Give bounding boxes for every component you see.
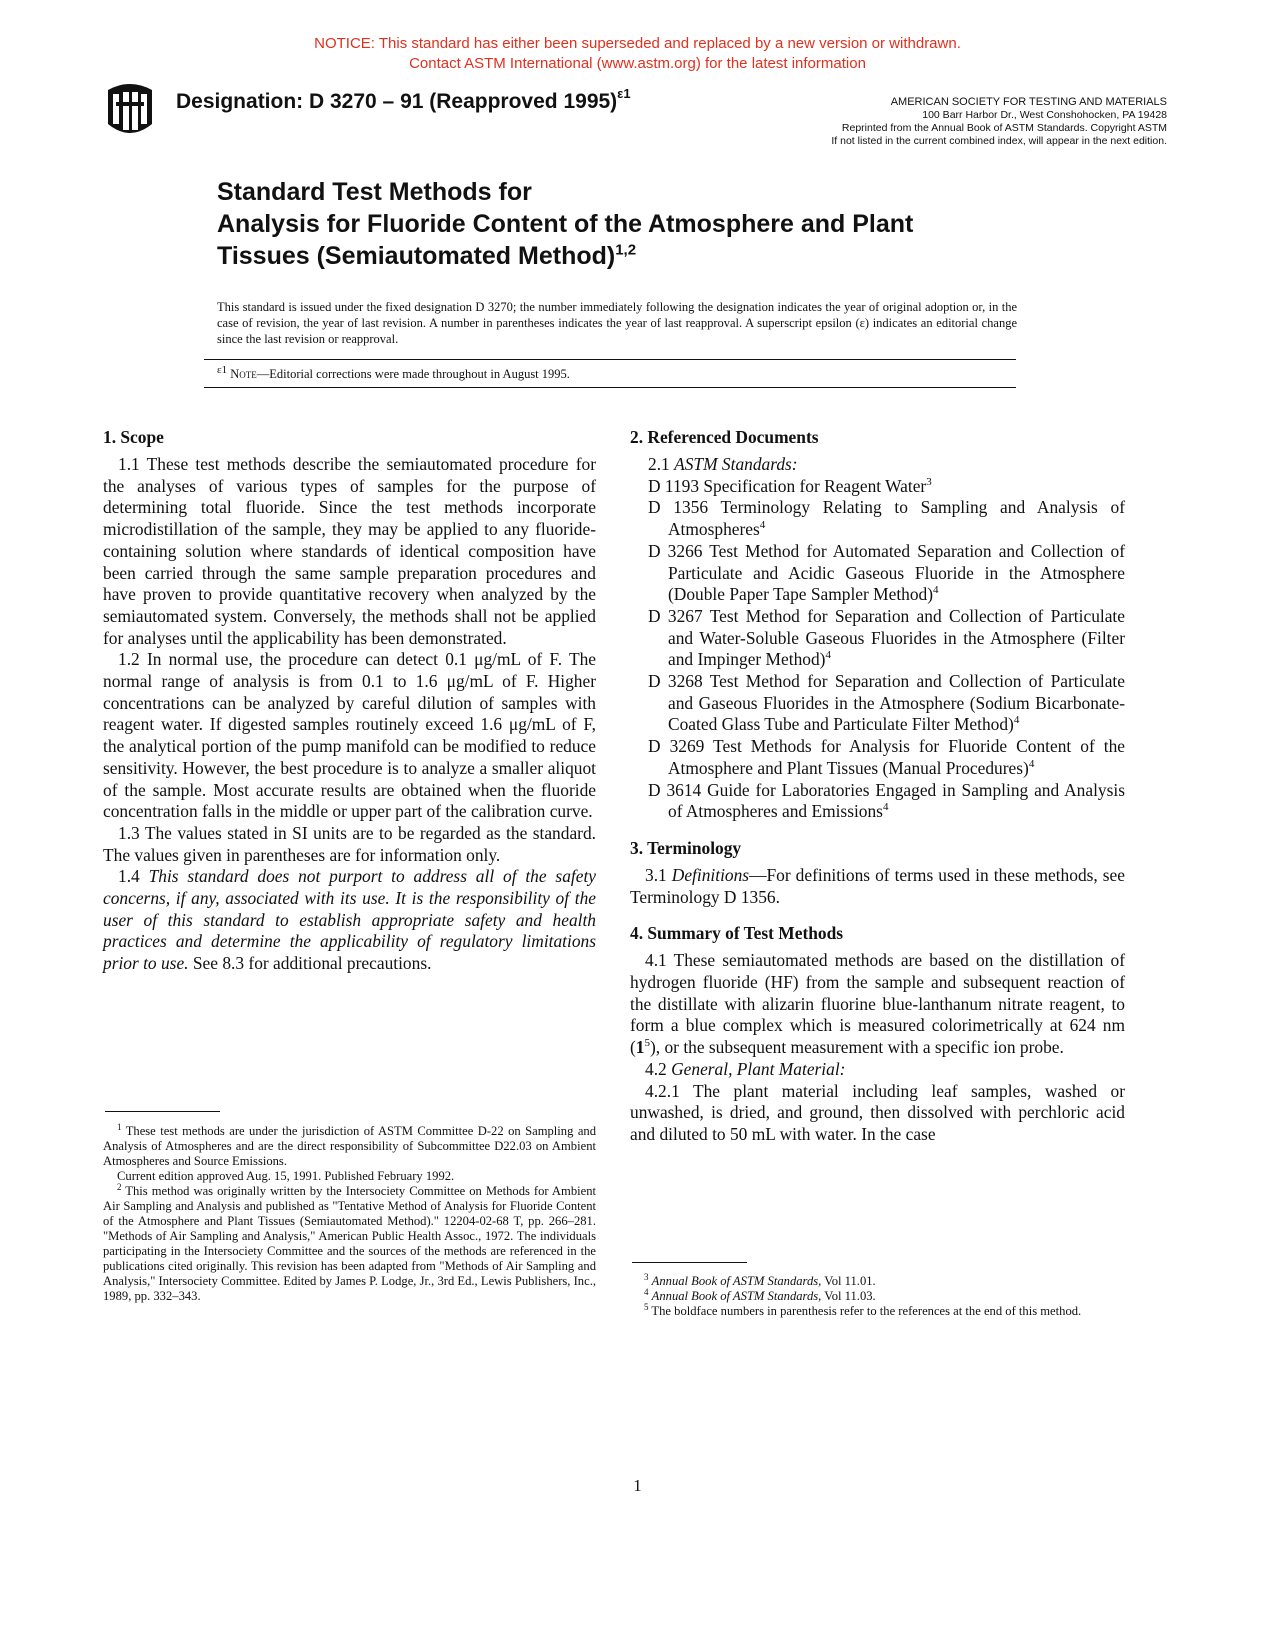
footnote-2-sup: 2 xyxy=(117,1181,122,1192)
summary-4-1-ref: 1 xyxy=(635,1037,645,1058)
reference-text: D 3269 Test Methods for Analysis for Fluoride Content of the Atmosphere and Plant Tissues (Manual Procedures) xyxy=(648,736,1125,778)
reference-sup: 4 xyxy=(1028,758,1035,771)
note-text: —Editorial corrections were made throughout in August 1995. xyxy=(256,367,570,381)
scope-1-3: 1.3 The values stated in SI units are to be regarded as the standard. The values given in parentheses are for information only. xyxy=(103,822,596,865)
footnote-3-text: Vol 11.01. xyxy=(821,1274,876,1288)
summary-4-1 xyxy=(630,950,1125,1059)
footnote-rule-left xyxy=(105,1111,220,1112)
title-line-1: Standard Test Methods for xyxy=(217,178,532,206)
footnote-4-text: Vol 11.03. xyxy=(821,1289,876,1303)
reference-text: D 1193 Specification for Reagent Water xyxy=(648,475,927,496)
designation xyxy=(176,86,631,114)
designation-sup: ε1 xyxy=(617,86,631,101)
footnote-1 xyxy=(103,1121,596,1169)
summary-4-2-italic: General, Plant Material: xyxy=(671,1058,846,1079)
footnote-1-text: These test methods are under the jurisdiction of ASTM Committee D-22 on Sampling and Analysis of Atmospheres and are the direct responsibility of Subcommittee D22.03 on Ambient Atmospheres and Source Emissions. xyxy=(103,1124,596,1168)
footnote-1b: Current edition approved Aug. 15, 1991. Published February 1992. xyxy=(117,1169,455,1183)
reference-text: D 1356 Terminology Relating to Sampling and Analysis of Atmospheres xyxy=(648,497,1125,540)
references-heading: 2. Referenced Documents xyxy=(630,427,819,447)
note-sup: ε1 xyxy=(217,363,228,376)
right-column xyxy=(630,426,1125,1146)
footnote-5-sup: 5 xyxy=(644,1301,649,1312)
reference-sup: 3 xyxy=(926,475,932,488)
astm-standards-label: ASTM Standards: xyxy=(674,454,798,474)
astm-standards-num: 2.1 xyxy=(648,454,675,474)
scope-1-2: 1.2 In normal use, the procedure can detect 0.1 μg/mL of F. The normal range of analysis is from 0.1 to 1.6 μg/mL of F. Higher concentrations can be analyzed by careful dilution of samples with reagent water. If digested samples routinely exceed 1.6 μg/mL of F, the analytical portion of the pump manifold can be modified to reduce sensitivity. However, the best procedure is to analyze a smaller aliquot of the sample. Most accurate results are obtained when the fluoride concentration falls in the middle or upper part of the calibration curve. xyxy=(103,649,596,822)
scope-1-4-tail: See 8.3 for additional precautions. xyxy=(188,953,432,974)
footnote-3-sup: 3 xyxy=(644,1271,649,1282)
notice-banner xyxy=(0,34,1275,74)
astm-standards-sub xyxy=(630,454,1125,476)
reference-item xyxy=(630,497,1125,540)
reference-item xyxy=(630,736,1125,779)
summary-4-1-a: 4.1 These semiautomated methods are based on the distillation of hydrogen fluoride (HF) from the sample and subsequent reaction of the distillate with alizarin fluorine blue-lanthanum nitrate reagent, to form a blue complex which is measured colorimetrically at 624 nm ( xyxy=(630,950,1125,1058)
left-column xyxy=(103,426,596,975)
terminology-heading: 3. Terminology xyxy=(630,837,742,858)
summary-heading: 4. Summary of Test Methods xyxy=(630,923,844,944)
publisher-reprint-2: If not listed in the current combined index, will appear in the next edition. xyxy=(831,135,1167,147)
terminology-text: —For definitions of terms used in these methods, see Terminology D 1356. xyxy=(630,864,1125,907)
reference-text: D 3267 Test Method for Separation and Collection of Particulate and Water-Soluble Gaseous Fluorides in the Atmosphere (Filter and Impinger Method) xyxy=(648,605,1125,670)
publisher-address: 100 Barr Harbor Dr., West Conshohocken, PA 19428 xyxy=(922,109,1167,121)
scope-1-4 xyxy=(103,866,596,975)
publisher-block xyxy=(831,96,1167,148)
reference-item xyxy=(630,541,1125,606)
footnotes-right xyxy=(630,1271,1125,1319)
page-number: 1 xyxy=(633,1476,642,1495)
terminology-italic: Definitions xyxy=(671,864,750,885)
publisher-reprint-1: Reprinted from the Annual Book of ASTM Standards. Copyright ASTM xyxy=(841,122,1167,134)
summary-4-1-sup: 5 xyxy=(644,1037,650,1050)
footnote-5-text: The boldface numbers in parenthesis refer to the references at the end of this method. xyxy=(651,1304,1082,1318)
reference-sup: 4 xyxy=(759,519,766,532)
footnote-4-sup: 4 xyxy=(644,1286,649,1297)
footnote-4-italic: Annual Book of ASTM Standards, xyxy=(651,1289,822,1303)
notice-line-1: NOTICE: This standard has either been superseded and replaced by a new version or withdrawn. xyxy=(314,35,961,52)
reference-sup: 4 xyxy=(1013,714,1020,727)
footnote-5 xyxy=(630,1301,1125,1319)
title-line-3: Tissues (Semiautomated Method) xyxy=(217,242,616,270)
designation-text: Designation: D 3270 – 91 (Reapproved 1995) xyxy=(176,90,618,113)
footnote-3 xyxy=(630,1271,1125,1289)
scope-heading: 1. Scope xyxy=(103,427,164,447)
bottom-rule xyxy=(204,387,1016,388)
scope-1-4-italic: This standard does not purport to address all of the safety concerns, if any, associated with its use. It is the responsibility of the user of this standard to establish appropriate safety and health practices and determine the applicability of regulatory limitations prior to use. xyxy=(103,866,596,974)
astm-logo-icon xyxy=(102,80,158,144)
footnotes-left xyxy=(103,1121,597,1304)
reference-item xyxy=(630,606,1125,671)
reference-text: D 3266 Test Method for Automated Separation and Collection of Particulate and Acidic Gaseous Fluoride in the Atmosphere (Double Paper Tape Sampler Method) xyxy=(648,540,1125,605)
footnote-2 xyxy=(103,1181,597,1304)
footnote-2-text: This method was originally written by the Intersociety Committee on Methods for Ambient Air Sampling and Analysis and published as "Tentative Method of Analysis for Fluoride Content of the Atmosphere and Plant Tissues (Semiautomated Method)." 12204-02-68 T, pp. 266–281. "Methods of Air Sampling and Analysis," American Public Health Assoc., 1972. The individuals participating in the Intersociety Committee and the sources of the methods are referenced in the publications cited originally. This revision has been adapted from "Methods of Air Sampling and Analysis," Intersociety Committee. Edited by James P. Lodge, Jr., 3rd Ed., Lewis Publishers, Inc., 1989, pp. 332–343. xyxy=(103,1184,597,1303)
spacer xyxy=(630,823,1125,837)
footnote-rule-right xyxy=(632,1262,747,1263)
reference-item xyxy=(630,671,1125,736)
terminology-num: 3.1 xyxy=(645,864,672,885)
note-label: Note xyxy=(230,367,257,381)
editorial-note xyxy=(217,363,570,382)
reference-sup: 4 xyxy=(933,584,939,597)
summary-4-1-b: ), or the subsequent measurement with a specific ion probe. xyxy=(650,1037,1064,1058)
reference-sup: 4 xyxy=(825,649,831,662)
top-rule xyxy=(204,359,1016,360)
reference-item xyxy=(630,476,1125,498)
title-line-2: Analysis for Fluoride Content of the Atmosphere and Plant xyxy=(217,210,914,238)
reference-text: D 3614 Guide for Laboratories Engaged in Sampling and Analysis of Atmospheres and Emissions xyxy=(648,779,1125,822)
issued-statement: This standard is issued under the fixed designation D 3270; the number immediately following the designation indicates the year of original adoption or, in the case of revision, the year of last revision. A number in parentheses indicates the year of last reapproval. A superscript epsilon (ε) indicates an editorial change since the last revision or reapproval. xyxy=(217,300,1017,346)
footnote-4 xyxy=(630,1286,1125,1304)
footnote-1-sup: 1 xyxy=(117,1121,122,1132)
title-sup: 1,2 xyxy=(615,241,637,259)
summary-4-2-1: 4.2.1 The plant material including leaf samples, washed or unwashed, is dried, and ground, then dissolved with perchloric acid and diluted to 50 mL with water. In the case xyxy=(630,1080,1125,1144)
terminology-3-1 xyxy=(630,865,1125,908)
scope-1-1: 1.1 These test methods describe the semiautomated procedure for the analyses of various types of samples for the purpose of determining total fluoride. Since the test methods incorporate microdistillation of the sample, they may be applied to any fluoride-containing solution where standards of identical composition have been carried through the same sample preparation procedures and have proven to provide quantitative recovery when analyzed by the semiautomated system. Conversely, the methods shall not be applied for analyses until the applicability has been demonstrated. xyxy=(103,454,596,648)
footnote-3-italic: Annual Book of ASTM Standards, xyxy=(651,1274,822,1288)
summary-4-2 xyxy=(630,1059,1125,1081)
summary-4-2-num: 4.2 xyxy=(645,1058,672,1079)
publisher-org: AMERICAN SOCIETY FOR TESTING AND MATERIALS xyxy=(890,96,1167,108)
reference-item xyxy=(630,780,1125,823)
spacer xyxy=(630,908,1125,922)
scope-1-4-num: 1.4 xyxy=(118,866,149,887)
document-title xyxy=(217,176,913,272)
notice-line-2: Contact ASTM International (www.astm.org) for the latest information xyxy=(409,55,866,72)
reference-text: D 3268 Test Method for Separation and Collection of Particulate and Gaseous Fluorides in the Atmosphere (Sodium Bicarbonate-Coated Glass Tube and Particulate Filter Method) xyxy=(648,671,1125,735)
reference-sup: 4 xyxy=(882,801,889,814)
